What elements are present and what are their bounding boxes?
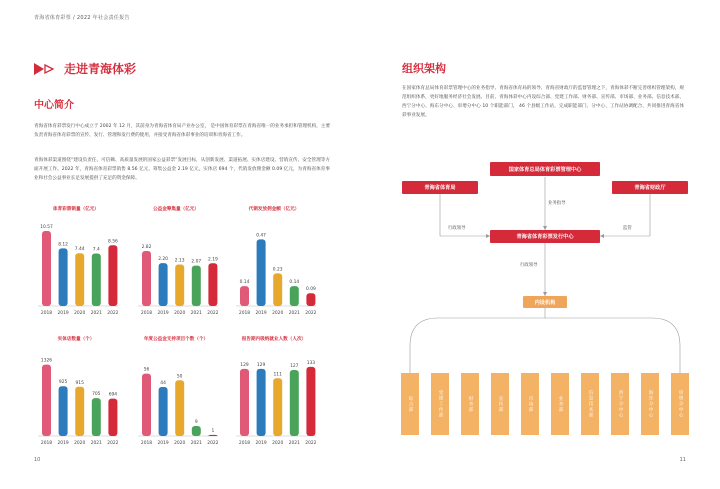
chart-projects xyxy=(130,336,222,456)
bar-2018 xyxy=(142,374,151,436)
chart-employment xyxy=(228,336,320,456)
data-label: 0.09 xyxy=(306,287,316,293)
data-label: 7.4 xyxy=(92,247,100,253)
data-label: 2.20 xyxy=(158,257,168,263)
org-box-finance-dept: 青海省财政厅 xyxy=(612,181,688,194)
data-label: 56 xyxy=(143,367,150,373)
right-page xyxy=(360,0,720,489)
chart-plot xyxy=(228,346,320,454)
department-box: 审增分中心 xyxy=(671,373,689,435)
data-label: 2.19 xyxy=(208,257,218,263)
x-tick-label: 2022 xyxy=(305,311,317,316)
x-tick-label: 2022 xyxy=(107,441,119,446)
x-tick-label: 2020 xyxy=(174,311,186,316)
data-label: 2.13 xyxy=(174,258,185,264)
x-tick-label: 2018 xyxy=(140,441,153,446)
bar-2018 xyxy=(142,251,151,306)
org-box-provincial-center: 青海省体育彩票发行中心 xyxy=(490,230,600,243)
data-label: 133 xyxy=(306,360,316,366)
data-label: 9 xyxy=(194,419,198,425)
x-tick-label: 2020 xyxy=(74,441,86,446)
label-business-guidance: 业务指导 xyxy=(548,201,566,206)
x-tick-label: 2019 xyxy=(157,311,169,316)
x-tick-label: 2019 xyxy=(255,441,267,446)
bar-2021 xyxy=(192,266,201,306)
bar-2018 xyxy=(240,369,249,436)
chart-plot xyxy=(30,216,122,324)
data-label: 8.12 xyxy=(58,242,68,248)
section-title-text: 走进青海体彩 xyxy=(64,62,137,76)
department-box: 海东分中心 xyxy=(641,373,659,435)
data-label: 44 xyxy=(160,380,166,386)
data-label: 0.14 xyxy=(289,280,300,286)
x-tick-label: 2021 xyxy=(288,311,300,316)
bar-2018 xyxy=(42,231,51,306)
data-label: 10.57 xyxy=(40,225,53,231)
chart-plot xyxy=(130,346,222,454)
x-tick-label: 2020 xyxy=(272,311,284,316)
data-label: 1326 xyxy=(40,358,53,364)
x-tick-label: 2021 xyxy=(90,311,102,316)
bar-2022 xyxy=(108,245,117,306)
x-tick-label: 2020 xyxy=(272,441,284,446)
chart-welfare-fund xyxy=(130,206,222,326)
department-box: 财务部 xyxy=(461,373,479,435)
department-box: 西宁分中心 xyxy=(611,373,629,435)
data-label: 0.23 xyxy=(272,267,283,273)
chart-sales xyxy=(30,206,122,326)
bar-2020 xyxy=(75,253,84,306)
x-tick-label: 2018 xyxy=(40,441,53,446)
chart-title: 实体店数量（个） xyxy=(57,337,95,342)
org-paragraph: 在国家体育总局体育彩票管理中心的业务指导、青海省体育局的领导、青海省财政厅的监督管理之下，青海体彩不断完善组织管理架构，规范组织体系，更好地服务经济社会发展。目前，青海体彩中心内设综合部、党建工作部、财务部、宣传部、市场部、业务部、信息技术部、西宁分中心、海东分中心、审增分中心 10 个职能部门， 46 个县级工作站，完成职能部门、分中心、工作站协调配合、共同推进青海省体彩事业发展。 xyxy=(402,86,684,118)
x-tick-label: 2022 xyxy=(207,311,219,316)
page-number: 11 xyxy=(679,457,686,463)
org-box-internal: 内设机构 xyxy=(523,296,567,308)
bar-2022 xyxy=(306,367,315,436)
bar-2020 xyxy=(175,380,184,436)
data-label: 0.47 xyxy=(256,233,266,239)
intro-paragraph-2: 青海体彩渠道围绕“建设负责任、可信赖、高质量发展的国家公益彩票”发展目标，从创新发展、渠道拓展、实体店建设、营销宣传、安全管理等方面开展工作。2022 年，青海省体育彩票销售 8.56 亿元，筹集公益金 2.19 亿元，实体店 694 个，代销发放佣金额 0.09 亿元，为青海省体育事业和社会公益事业长足发展提供了充足的资金保障。 xyxy=(34,158,330,181)
bar-2019 xyxy=(257,239,266,306)
department-box: 业务部 xyxy=(551,373,569,435)
bar-2020 xyxy=(175,264,184,306)
section-title-about xyxy=(34,60,136,77)
arrow-icon xyxy=(34,63,58,75)
data-label: 111 xyxy=(273,372,282,378)
x-tick-label: 2019 xyxy=(57,311,69,316)
section-title-org: 组织架构 xyxy=(402,62,446,75)
chart-title: 公益金筹集量（亿元） xyxy=(153,207,199,212)
org-box-national-center: 国家体育总局体育彩票管理中心 xyxy=(490,162,600,176)
data-label: 0.14 xyxy=(239,280,250,286)
department-box: 党建工作部 xyxy=(431,373,449,435)
x-tick-label: 2018 xyxy=(238,311,251,316)
data-label: 129 xyxy=(240,362,249,368)
x-tick-label: 2021 xyxy=(288,441,300,446)
data-label: 1 xyxy=(211,428,215,434)
bar-2019 xyxy=(59,386,68,436)
data-label: 2.82 xyxy=(141,245,152,251)
report-header: 青海省体育彩票 / 2022 年社会责任报告 xyxy=(34,15,130,21)
bar-2020 xyxy=(75,387,84,436)
bar-2022 xyxy=(208,435,217,436)
label-admin-leadership: 行政领导 xyxy=(448,226,466,231)
chart-commission xyxy=(228,206,320,326)
bar-2020 xyxy=(273,378,282,436)
chart-plot xyxy=(130,216,222,324)
bar-2021 xyxy=(92,254,101,306)
bar-2019 xyxy=(257,369,266,436)
page-number: 10 xyxy=(34,457,41,463)
x-tick-label: 2022 xyxy=(107,311,119,316)
bar-2021 xyxy=(290,286,299,306)
chart-title: 代销发放佣金额（亿元） xyxy=(248,207,300,212)
department-box: 综合部 xyxy=(401,373,419,435)
x-tick-label: 2021 xyxy=(190,441,202,446)
bar-2019 xyxy=(159,387,168,436)
x-tick-label: 2019 xyxy=(57,441,69,446)
data-label: 8.56 xyxy=(108,239,118,245)
bar-2021 xyxy=(290,370,299,436)
x-tick-label: 2018 xyxy=(40,311,53,316)
x-tick-label: 2019 xyxy=(157,441,169,446)
x-tick-label: 2019 xyxy=(255,311,267,316)
x-tick-label: 2020 xyxy=(74,311,86,316)
chart-plot xyxy=(228,216,320,324)
department-box: 市场部 xyxy=(521,373,539,435)
x-tick-label: 2020 xyxy=(174,441,186,446)
sub-title-intro: 中心简介 xyxy=(34,100,74,111)
data-label: 694 xyxy=(108,392,118,398)
bar-2022 xyxy=(108,399,117,436)
intro-paragraph-1: 青海省体育彩票发行中心成立于 2002 年 12 月，其前身为青海省体育局产业办公室， 是中国体育彩票在青海省唯一的业务承担和管理机构，主要负责青海省体育彩票的宣传、发行、管理和发行费的使用，并接受青海省体彩事业的培训和青海省工作。 xyxy=(34,124,330,138)
bar-2019 xyxy=(59,248,68,306)
data-label: 925 xyxy=(58,380,68,386)
chart-title: 报告期内吸纳就业人数（人次） xyxy=(241,337,307,342)
chart-plot xyxy=(30,346,122,454)
chart-title: 体育彩票销量（亿元） xyxy=(53,207,99,212)
data-label: 7.44 xyxy=(74,247,85,253)
bar-2018 xyxy=(42,365,51,436)
bar-2021 xyxy=(92,398,101,436)
x-tick-label: 2021 xyxy=(90,441,102,446)
chart-stores xyxy=(30,336,122,456)
data-label: 705 xyxy=(92,392,101,398)
org-box-sports-bureau: 青海省体育局 xyxy=(402,181,478,194)
data-label: 915 xyxy=(75,380,84,386)
bar-2022 xyxy=(306,293,315,306)
bar-2018 xyxy=(240,286,249,306)
bar-2019 xyxy=(159,263,168,306)
label-admin-leadership-2: 行政领导 xyxy=(520,263,538,268)
data-label: 129 xyxy=(256,362,266,368)
department-box: 信息技术部 xyxy=(581,373,599,435)
x-tick-label: 2022 xyxy=(305,441,317,446)
chart-title: 年度公益金支持项目个数（个） xyxy=(143,337,209,342)
data-label: 2.07 xyxy=(191,259,202,265)
bar-2021 xyxy=(192,426,201,436)
bar-2020 xyxy=(273,273,282,306)
label-supervision: 监管 xyxy=(623,226,632,231)
department-box: 宣传部 xyxy=(491,373,509,435)
x-tick-label: 2021 xyxy=(190,311,202,316)
data-label: 127 xyxy=(290,363,299,369)
x-tick-label: 2018 xyxy=(140,311,153,316)
x-tick-label: 2018 xyxy=(238,441,251,446)
x-tick-label: 2022 xyxy=(207,441,219,446)
bar-2022 xyxy=(208,263,217,306)
data-label: 50 xyxy=(176,374,183,380)
